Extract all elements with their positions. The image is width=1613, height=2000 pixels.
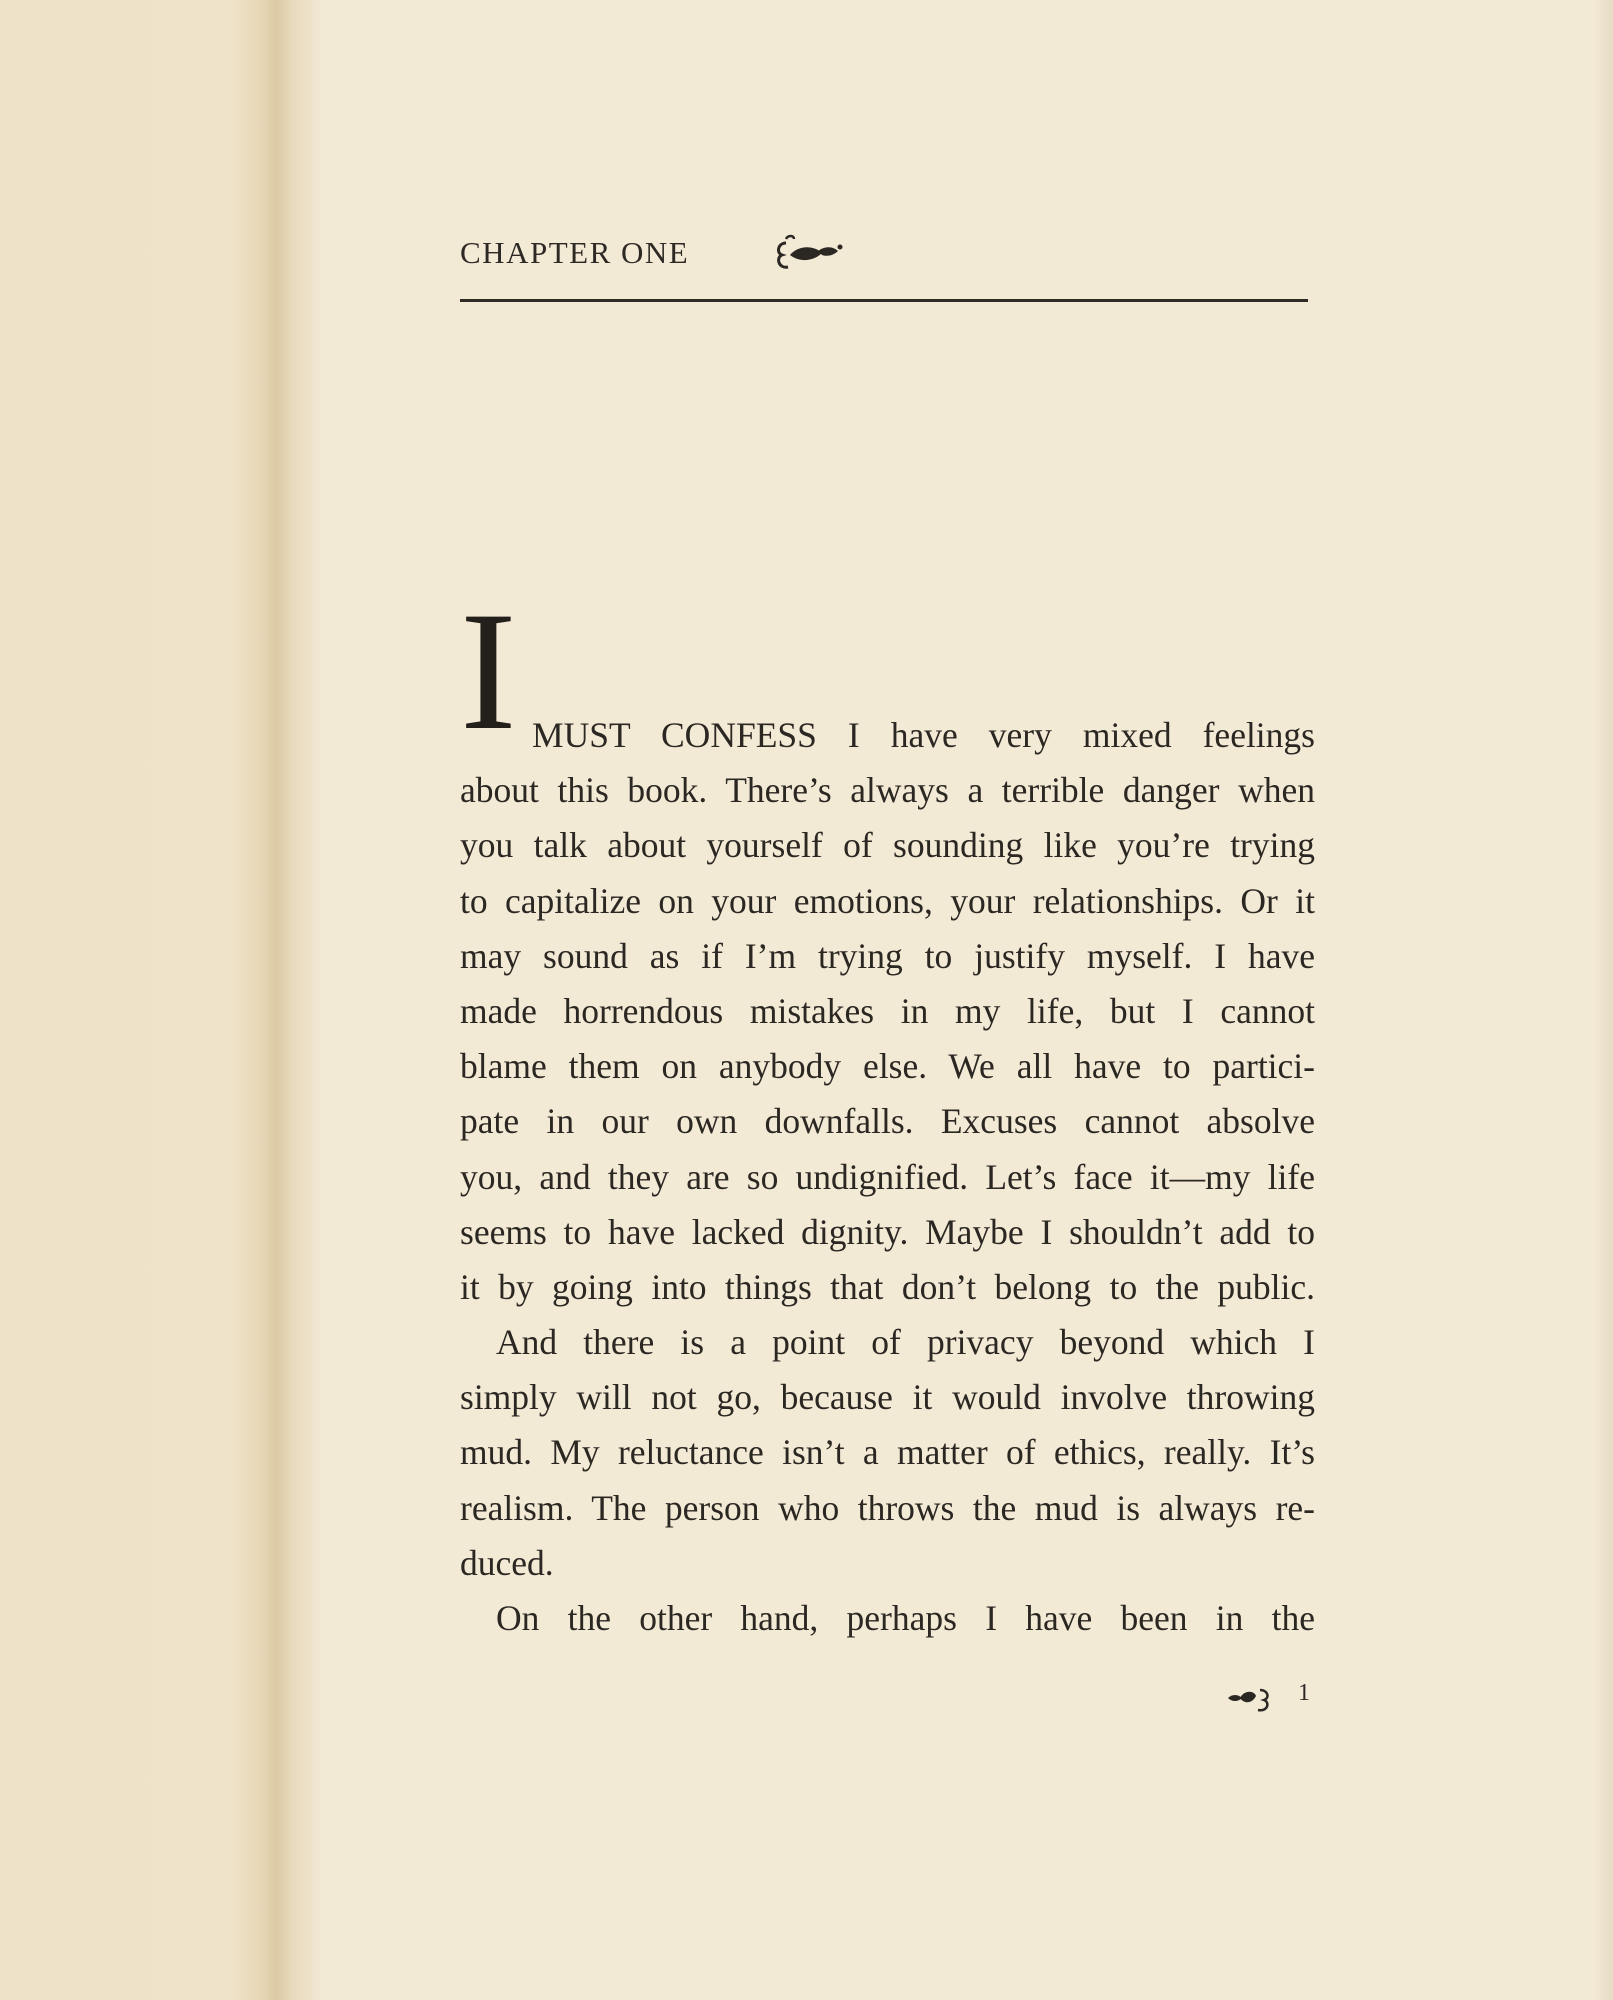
text-line: mud. My reluctance isn’t a matter of ethics, really. It’s: [460, 1432, 1315, 1473]
text-line: may sound as if I’m trying to justify myself. I have: [460, 935, 1315, 976]
text-line: blame them on anybody else. We all have to partici-: [460, 1046, 1315, 1087]
text-line: you talk about yourself of sounding like you’re trying: [460, 825, 1315, 866]
page-footer: [1220, 1680, 1320, 1720]
vine-flourish-icon: [1224, 1684, 1272, 1714]
text-line: to capitalize on your emotions, your relationships. Or it: [460, 880, 1315, 921]
text-line: On the other hand, perhaps I have been in the: [496, 1598, 1315, 1638]
chapter-rule: [460, 299, 1308, 302]
page-edge: [1593, 0, 1613, 2000]
text-line: realism. The person who throws the mud is always re-: [460, 1487, 1315, 1528]
text-line: simply will not go, because it would involve throwing: [460, 1377, 1315, 1418]
chapter-body: [460, 578, 1315, 1646]
drop-cap: I: [460, 577, 517, 765]
text-line: made horrendous mistakes in my life, but I cannot: [460, 990, 1315, 1031]
text-line: duced.: [460, 1542, 554, 1583]
text-line: And there is a point of privacy beyond which I: [496, 1322, 1315, 1363]
first-line-text: MUST CONFESS I have very mixed feelings: [532, 715, 1315, 755]
book-gutter-shadow: [0, 0, 320, 2000]
chapter-header: [460, 233, 1308, 307]
chapter-title: CHAPTER ONE: [460, 235, 690, 270]
text-line: you, and they are so undignified. Let’s face it—my life: [460, 1156, 1315, 1197]
text-line: about this book. There’s always a terrible danger when: [460, 770, 1315, 811]
text-line: it by going into things that don’t belong to the public.: [460, 1266, 1315, 1307]
text-line: [460, 708, 1315, 763]
vine-flourish-icon: [772, 233, 844, 277]
text-line: seems to have lacked dignity. Maybe I shouldn’t add to: [460, 1211, 1315, 1252]
page-number: 1: [1298, 1680, 1310, 1706]
text-line: pate in our own downfalls. Excuses cannot absolve: [460, 1101, 1315, 1142]
